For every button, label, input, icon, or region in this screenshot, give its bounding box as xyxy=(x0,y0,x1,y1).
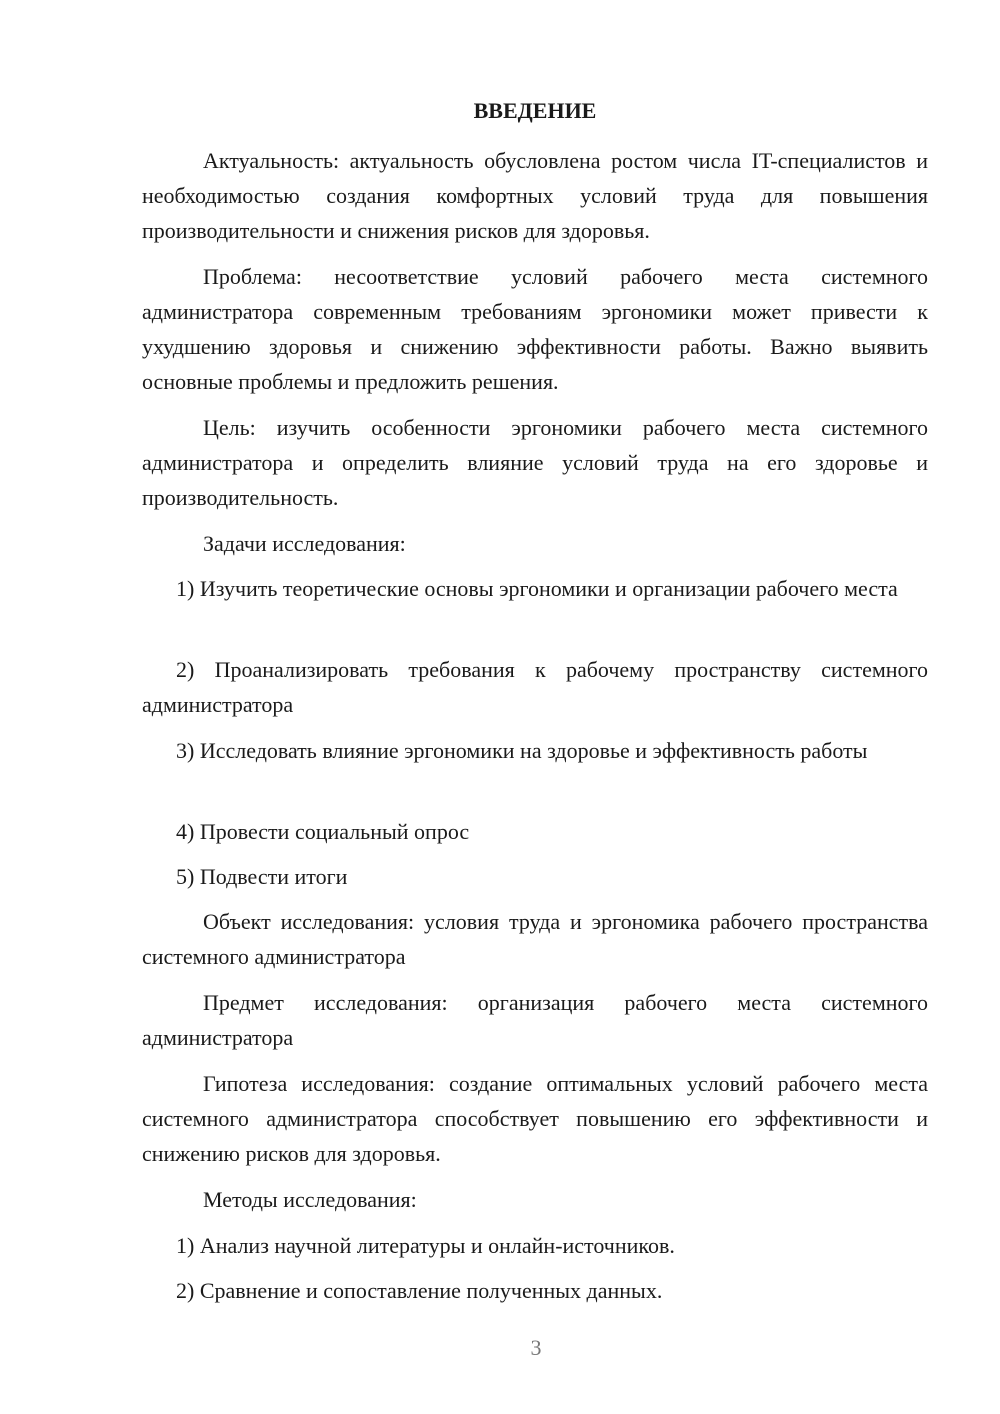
task-item: 5) Подвести итоги xyxy=(176,864,348,889)
section-title: ВВЕДЕНИЕ xyxy=(473,98,597,123)
paragraph-relevance: Актуальность: актуальность обусловлена ростом числа IT-специалистов и необходимостью создания комфортных условий труда для повышения производительности и снижения рисков для здоровья. xyxy=(142,148,928,243)
paragraph-problem: Проблема: несоответствие условий рабочего места системного администратора современным требованиям эргономики может привести к ухудшению здоровья и снижению эффективности работы. Важно выявить основные проблемы и предложить решения. xyxy=(142,264,928,394)
page-number: 3 xyxy=(530,1335,542,1360)
method-item: 2) Сравнение и сопоставление полученных данных. xyxy=(176,1278,663,1303)
method-item: 1) Анализ научной литературы и онлайн-источников. xyxy=(176,1233,675,1258)
paragraph-goal: Цель: изучить особенности эргономики рабочего места системного администратора и определить влияние условий труда на его здоровье и производительность. xyxy=(142,415,928,510)
paragraph-hypothesis: Гипотеза исследования: создание оптимальных условий рабочего места системного администратора способствует повышению его эффективности и снижению рисков для здоровья. xyxy=(142,1071,928,1166)
task-item: 4) Провести социальный опрос xyxy=(176,819,470,844)
paragraph-object: Объект исследования: условия труда и эргономика рабочего пространства системного администратора xyxy=(142,909,928,969)
methods-heading: Методы исследования: xyxy=(203,1187,417,1212)
task-item: 1) Изучить теоретические основы эргономики и организации рабочего места xyxy=(176,576,898,601)
tasks-heading: Задачи исследования: xyxy=(203,531,406,556)
task-item: 3) Исследовать влияние эргономики на здоровье и эффективность работы xyxy=(176,738,868,763)
paragraph-subject: Предмет исследования: организация рабочего места системного администратора xyxy=(142,990,928,1050)
task-item: 2) Проанализировать требования к рабочему пространству системного администратора xyxy=(142,657,928,717)
